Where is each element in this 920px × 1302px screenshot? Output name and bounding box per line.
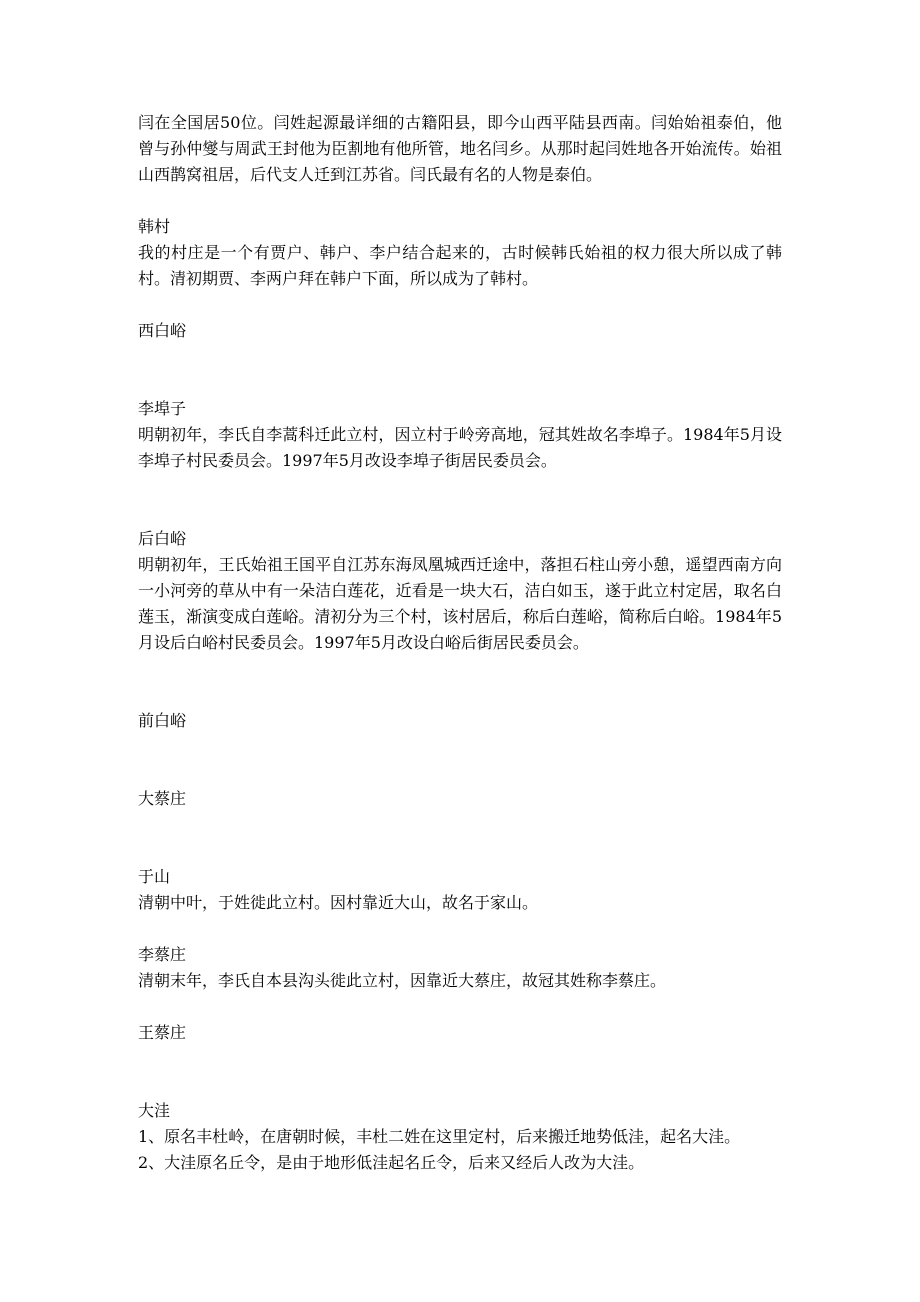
entry-title-xibaiyu: 西白峪 [138,321,187,340]
spacer [138,188,782,214]
spacer [138,656,782,708]
entry-text-yushan: 清朝中叶，于姓徙此立村。因村靠近大山，故名于家山。 [138,893,539,912]
document-page [138,110,782,1176]
entry-title-qianbaiyu: 前白峪 [138,711,187,730]
entry-title-dacaizhuang: 大蔡庄 [138,789,187,808]
entry-title-libuzi: 李埠子 [138,399,187,418]
entry-text-hancun: 我的村庄是一个有贾户、韩户、李户结合起来的，古时候韩氏始祖的权力很大所以成了韩村。清初期贾、李两户拜在韩户下面，所以成为了韩村。 [138,243,782,288]
entry-title-yushan: 于山 [138,867,171,886]
spacer [138,734,782,786]
intro-paragraph: 闫在全国居50位。闫姓起源最详细的古籍阳县，即今山西平陆县西南。闫始始祖泰伯，他曾与孙仲燮与周武王封他为臣割地有他所管，地名闫乡。从那时起闫姓地各开始流传。始祖山西鹊窝祖居，后代支人迁到江苏省。闫氏最有名的人物是泰伯。 [138,113,782,184]
entry-text-dawa-2: 2、大洼原名丘令，是由于地形低洼起名丘令，后来又经后人改为大洼。 [138,1153,645,1172]
entry-title-licaizhuang: 李蔡庄 [138,945,187,964]
entry-title-wangcaizhuang: 王蔡庄 [138,1023,187,1042]
entry-text-libuzi: 明朝初年，李氏自李蒿科迁此立村，因立村于岭旁高地，冠其姓故名李埠子。1984年5月设李埠子村民委员会。1997年5月改设李埠子街居民委员会。 [138,425,782,470]
spacer [138,812,782,864]
entry-title-hancun: 韩村 [138,217,171,236]
entry-title-dawa: 大洼 [138,1101,171,1120]
entry-text-houbaiyu: 明朝初年，王氏始祖王国平自江苏东海凤凰城西迁途中，落担石柱山旁小憩，遥望西南方向一小河旁的草从中有一朵洁白莲花，近看是一块大石，洁白如玉，遂于此立村定居，取名白莲玉，渐演变成白莲峪。清初分为三个村，该村居后，称后白莲峪，简称后白峪。1984年5月设后白峪村民委员会。1997年5月改设白峪后街居民委员会。 [138,555,782,652]
spacer [138,1046,782,1098]
spacer [138,916,782,942]
entry-title-houbaiyu: 后白峪 [138,529,187,548]
entry-text-dawa-1: 1、原名丰杜岭，在唐朝时候，丰杜二姓在这里定村，后来搬迁地势低洼，起名大洼。 [138,1127,741,1146]
spacer [138,474,782,526]
spacer [138,994,782,1020]
entry-text-licaizhuang: 清朝末年，李氏自本县沟头徙此立村，因靠近大蔡庄，故冠其姓称李蔡庄。 [138,971,667,990]
spacer [138,344,782,396]
spacer [138,292,782,318]
